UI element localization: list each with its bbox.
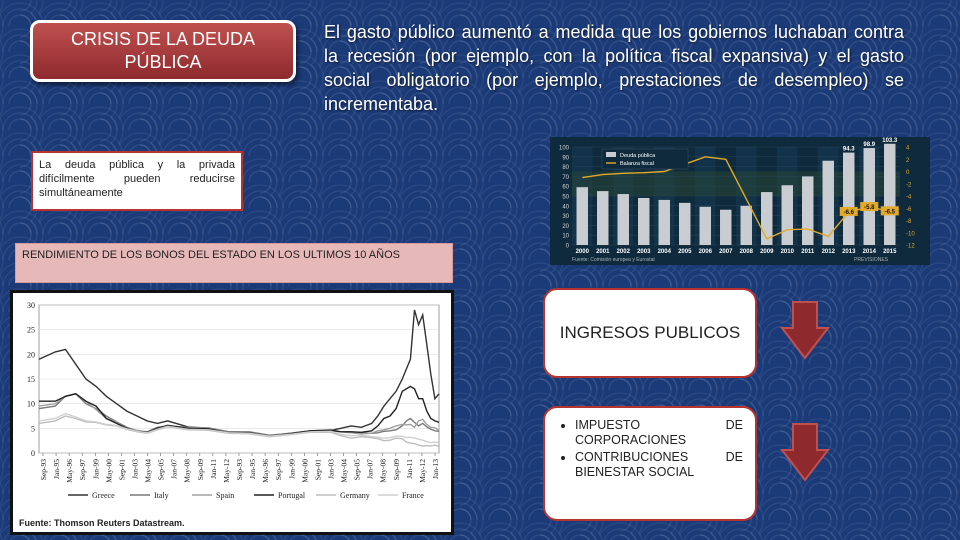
x-tick-label: Sep-05 bbox=[352, 459, 362, 481]
x-tick-label: Jan-11 bbox=[404, 459, 414, 479]
y-tick-label: 0 bbox=[565, 243, 569, 250]
y-tick-label: 25 bbox=[27, 325, 35, 335]
note-text: La deuda pública y la privada difícilmente pueden reducirse simultáneamente bbox=[39, 159, 235, 199]
legend-label: Germany bbox=[340, 491, 370, 500]
y2-tick-label: -2 bbox=[906, 182, 912, 189]
intro-text: El gasto público aumentó a medida que los gobiernos luchaban contra la recesión (por ejemplo, con la política fiscal expansiva) y el gasto social obligatorio (por ejemplo, prestaciones de desempleo) se incrementaba. bbox=[324, 22, 904, 114]
bond-yield-chart-svg bbox=[13, 293, 451, 532]
x-tick-label: 2004 bbox=[657, 249, 671, 255]
x-tick-label: Sep-93 bbox=[235, 459, 244, 481]
y-tick-label: 0 bbox=[31, 449, 35, 458]
x-tick-label: Jan-95 bbox=[248, 459, 258, 479]
bond-chart-title bbox=[15, 243, 453, 283]
x-tick-label: Sep-97 bbox=[78, 459, 88, 481]
x-tick-label: May-12 bbox=[221, 459, 231, 483]
debt-bar bbox=[679, 203, 690, 245]
x-tick-label: Jan-11 bbox=[208, 459, 218, 479]
x-tick-label: 2013 bbox=[842, 249, 856, 255]
y-tick-label: 20 bbox=[562, 223, 569, 230]
x-tick-label: May-12 bbox=[417, 459, 427, 483]
legend-label: Portugal bbox=[278, 491, 306, 500]
debt-bar bbox=[741, 206, 752, 245]
legend-swatch bbox=[606, 152, 616, 157]
debt-bar bbox=[659, 200, 670, 245]
debt-bar bbox=[720, 210, 731, 245]
x-tick-label: 2001 bbox=[596, 249, 610, 255]
y2-tick-label: -4 bbox=[906, 194, 912, 201]
debt-bar bbox=[700, 207, 711, 245]
legend-label: France bbox=[402, 491, 424, 500]
legend-label: Deuda pública bbox=[620, 153, 656, 159]
x-tick-label: 2015 bbox=[883, 249, 897, 255]
y2-tick-label: 2 bbox=[906, 157, 910, 164]
legend-label: Italy bbox=[154, 491, 169, 500]
forecast-label: PREVISIONES bbox=[854, 257, 888, 263]
y-tick-label: 10 bbox=[27, 399, 35, 409]
note-box bbox=[31, 151, 243, 211]
x-tick-label: 2009 bbox=[760, 249, 774, 255]
page-title: CRISIS DE LA DEUDA PÚBLICA bbox=[70, 29, 256, 72]
bar-data-label: 98.9 bbox=[863, 142, 876, 149]
bar-data-label: 94.3 bbox=[842, 146, 855, 153]
y-tick-label: 5 bbox=[31, 424, 35, 434]
y2-tick-label: 0 bbox=[906, 170, 910, 176]
x-tick-label: Jan-99 bbox=[287, 459, 297, 479]
x-tick-label: May-96 bbox=[65, 459, 75, 483]
debt-bar bbox=[638, 198, 649, 245]
x-tick-label: 2003 bbox=[637, 249, 651, 255]
x-tick-label: Jan-03 bbox=[130, 459, 140, 479]
ingresos-label: INGRESOS PUBLICOS bbox=[559, 323, 741, 342]
list-item: • IMPUESTO DE CORPORACIONES bbox=[575, 418, 743, 448]
y-tick-label: 90 bbox=[562, 155, 569, 162]
x-tick-label: May-04 bbox=[143, 459, 153, 483]
x-tick-label: May-08 bbox=[378, 459, 388, 483]
ingresos-list-box bbox=[543, 406, 757, 521]
x-tick-label: Sep-05 bbox=[156, 459, 166, 481]
y-tick-label: 30 bbox=[562, 214, 569, 221]
x-tick-label: 2014 bbox=[862, 249, 876, 255]
x-tick-label: Sep-01 bbox=[117, 459, 127, 481]
y2-tick-label: -12 bbox=[906, 243, 915, 250]
x-tick-label: May-00 bbox=[104, 459, 114, 483]
debt-bar bbox=[884, 144, 895, 245]
y2-tick-label: -6 bbox=[906, 206, 912, 213]
x-tick-label: 2000 bbox=[575, 249, 589, 255]
x-tick-label: 2011 bbox=[801, 249, 815, 255]
debt-bar bbox=[618, 194, 629, 245]
y-tick-label: 100 bbox=[558, 145, 569, 152]
ingresos-list bbox=[555, 418, 743, 480]
y-tick-label: 60 bbox=[562, 184, 569, 191]
debt-bar bbox=[802, 176, 813, 245]
list-item: • CONTRIBUCIONES DE BIENESTAR SOCIAL bbox=[575, 450, 743, 480]
x-tick-label: May-04 bbox=[339, 459, 349, 483]
y-tick-label: 80 bbox=[562, 165, 569, 172]
legend-label: Spain bbox=[216, 491, 235, 500]
x-tick-label: Sep-97 bbox=[274, 459, 284, 481]
legend-label: Balanza fiscal bbox=[620, 161, 654, 167]
x-tick-label: Sep-09 bbox=[391, 459, 401, 481]
x-tick-label: May-00 bbox=[300, 459, 310, 483]
line-data-label: -6.6 bbox=[843, 209, 854, 216]
debt-balance-chart-svg bbox=[550, 137, 930, 265]
x-tick-label: Jan-03 bbox=[326, 459, 336, 479]
y2-tick-label: -10 bbox=[906, 231, 915, 238]
down-arrow-icon bbox=[780, 300, 830, 362]
y2-tick-label: 4 bbox=[906, 145, 910, 152]
y-tick-label: 50 bbox=[562, 194, 569, 201]
y-tick-label: 15 bbox=[27, 375, 35, 384]
x-tick-label: 2012 bbox=[821, 249, 835, 255]
x-tick-label: Jan-99 bbox=[91, 459, 101, 479]
debt-bar bbox=[843, 153, 854, 245]
debt-bar bbox=[597, 191, 608, 245]
x-tick-label: Jan-95 bbox=[52, 459, 62, 479]
down-arrow-icon bbox=[780, 422, 830, 484]
x-tick-label: Jan-07 bbox=[365, 459, 375, 479]
x-tick-label: Jan-13 bbox=[431, 459, 440, 479]
bond-yield-chart bbox=[10, 290, 454, 535]
x-tick-label: Sep-01 bbox=[313, 459, 323, 481]
x-tick-label: 2006 bbox=[698, 249, 712, 255]
y-tick-label: 30 bbox=[27, 301, 35, 310]
x-tick-label: Jan-07 bbox=[169, 459, 179, 479]
line-data-label: -5.8 bbox=[864, 205, 875, 212]
x-tick-label: May-96 bbox=[261, 459, 271, 483]
y-tick-label: 70 bbox=[562, 174, 569, 181]
legend-label: Greece bbox=[92, 491, 115, 500]
x-tick-label: 2007 bbox=[719, 249, 733, 255]
x-tick-label: Sep-09 bbox=[195, 459, 205, 481]
title-box bbox=[30, 20, 296, 82]
y2-tick-label: -8 bbox=[906, 219, 912, 225]
debt-bar bbox=[782, 185, 793, 245]
bond-chart-title-text: RENDIMIENTO DE LOS BONOS DEL ESTADO EN LOS ULTIMOS 10 AÑOS bbox=[22, 249, 400, 261]
chart-source: Fuente: Comisión europea y Eurostat bbox=[572, 257, 655, 263]
debt-bar bbox=[577, 187, 588, 245]
x-tick-label: May-08 bbox=[182, 459, 192, 483]
debt-bar bbox=[864, 148, 875, 245]
line-data-label: -6.5 bbox=[884, 209, 895, 216]
bond-chart-source: Fuente: Thomson Reuters Datastream. bbox=[19, 518, 185, 528]
x-tick-label: 2010 bbox=[780, 249, 794, 255]
x-tick-label: 2002 bbox=[616, 249, 630, 255]
series-line-greece bbox=[39, 310, 439, 436]
bar-data-label: 103.3 bbox=[882, 137, 898, 144]
y-tick-label: 40 bbox=[562, 204, 569, 211]
x-tick-label: 2008 bbox=[739, 249, 753, 255]
x-tick-label: 2005 bbox=[678, 249, 692, 255]
x-tick-label: Sep-93 bbox=[39, 459, 48, 481]
debt-balance-chart bbox=[550, 137, 930, 265]
y-tick-label: 20 bbox=[27, 350, 35, 360]
y-tick-label: 10 bbox=[562, 233, 569, 240]
ingresos-box bbox=[543, 288, 757, 378]
